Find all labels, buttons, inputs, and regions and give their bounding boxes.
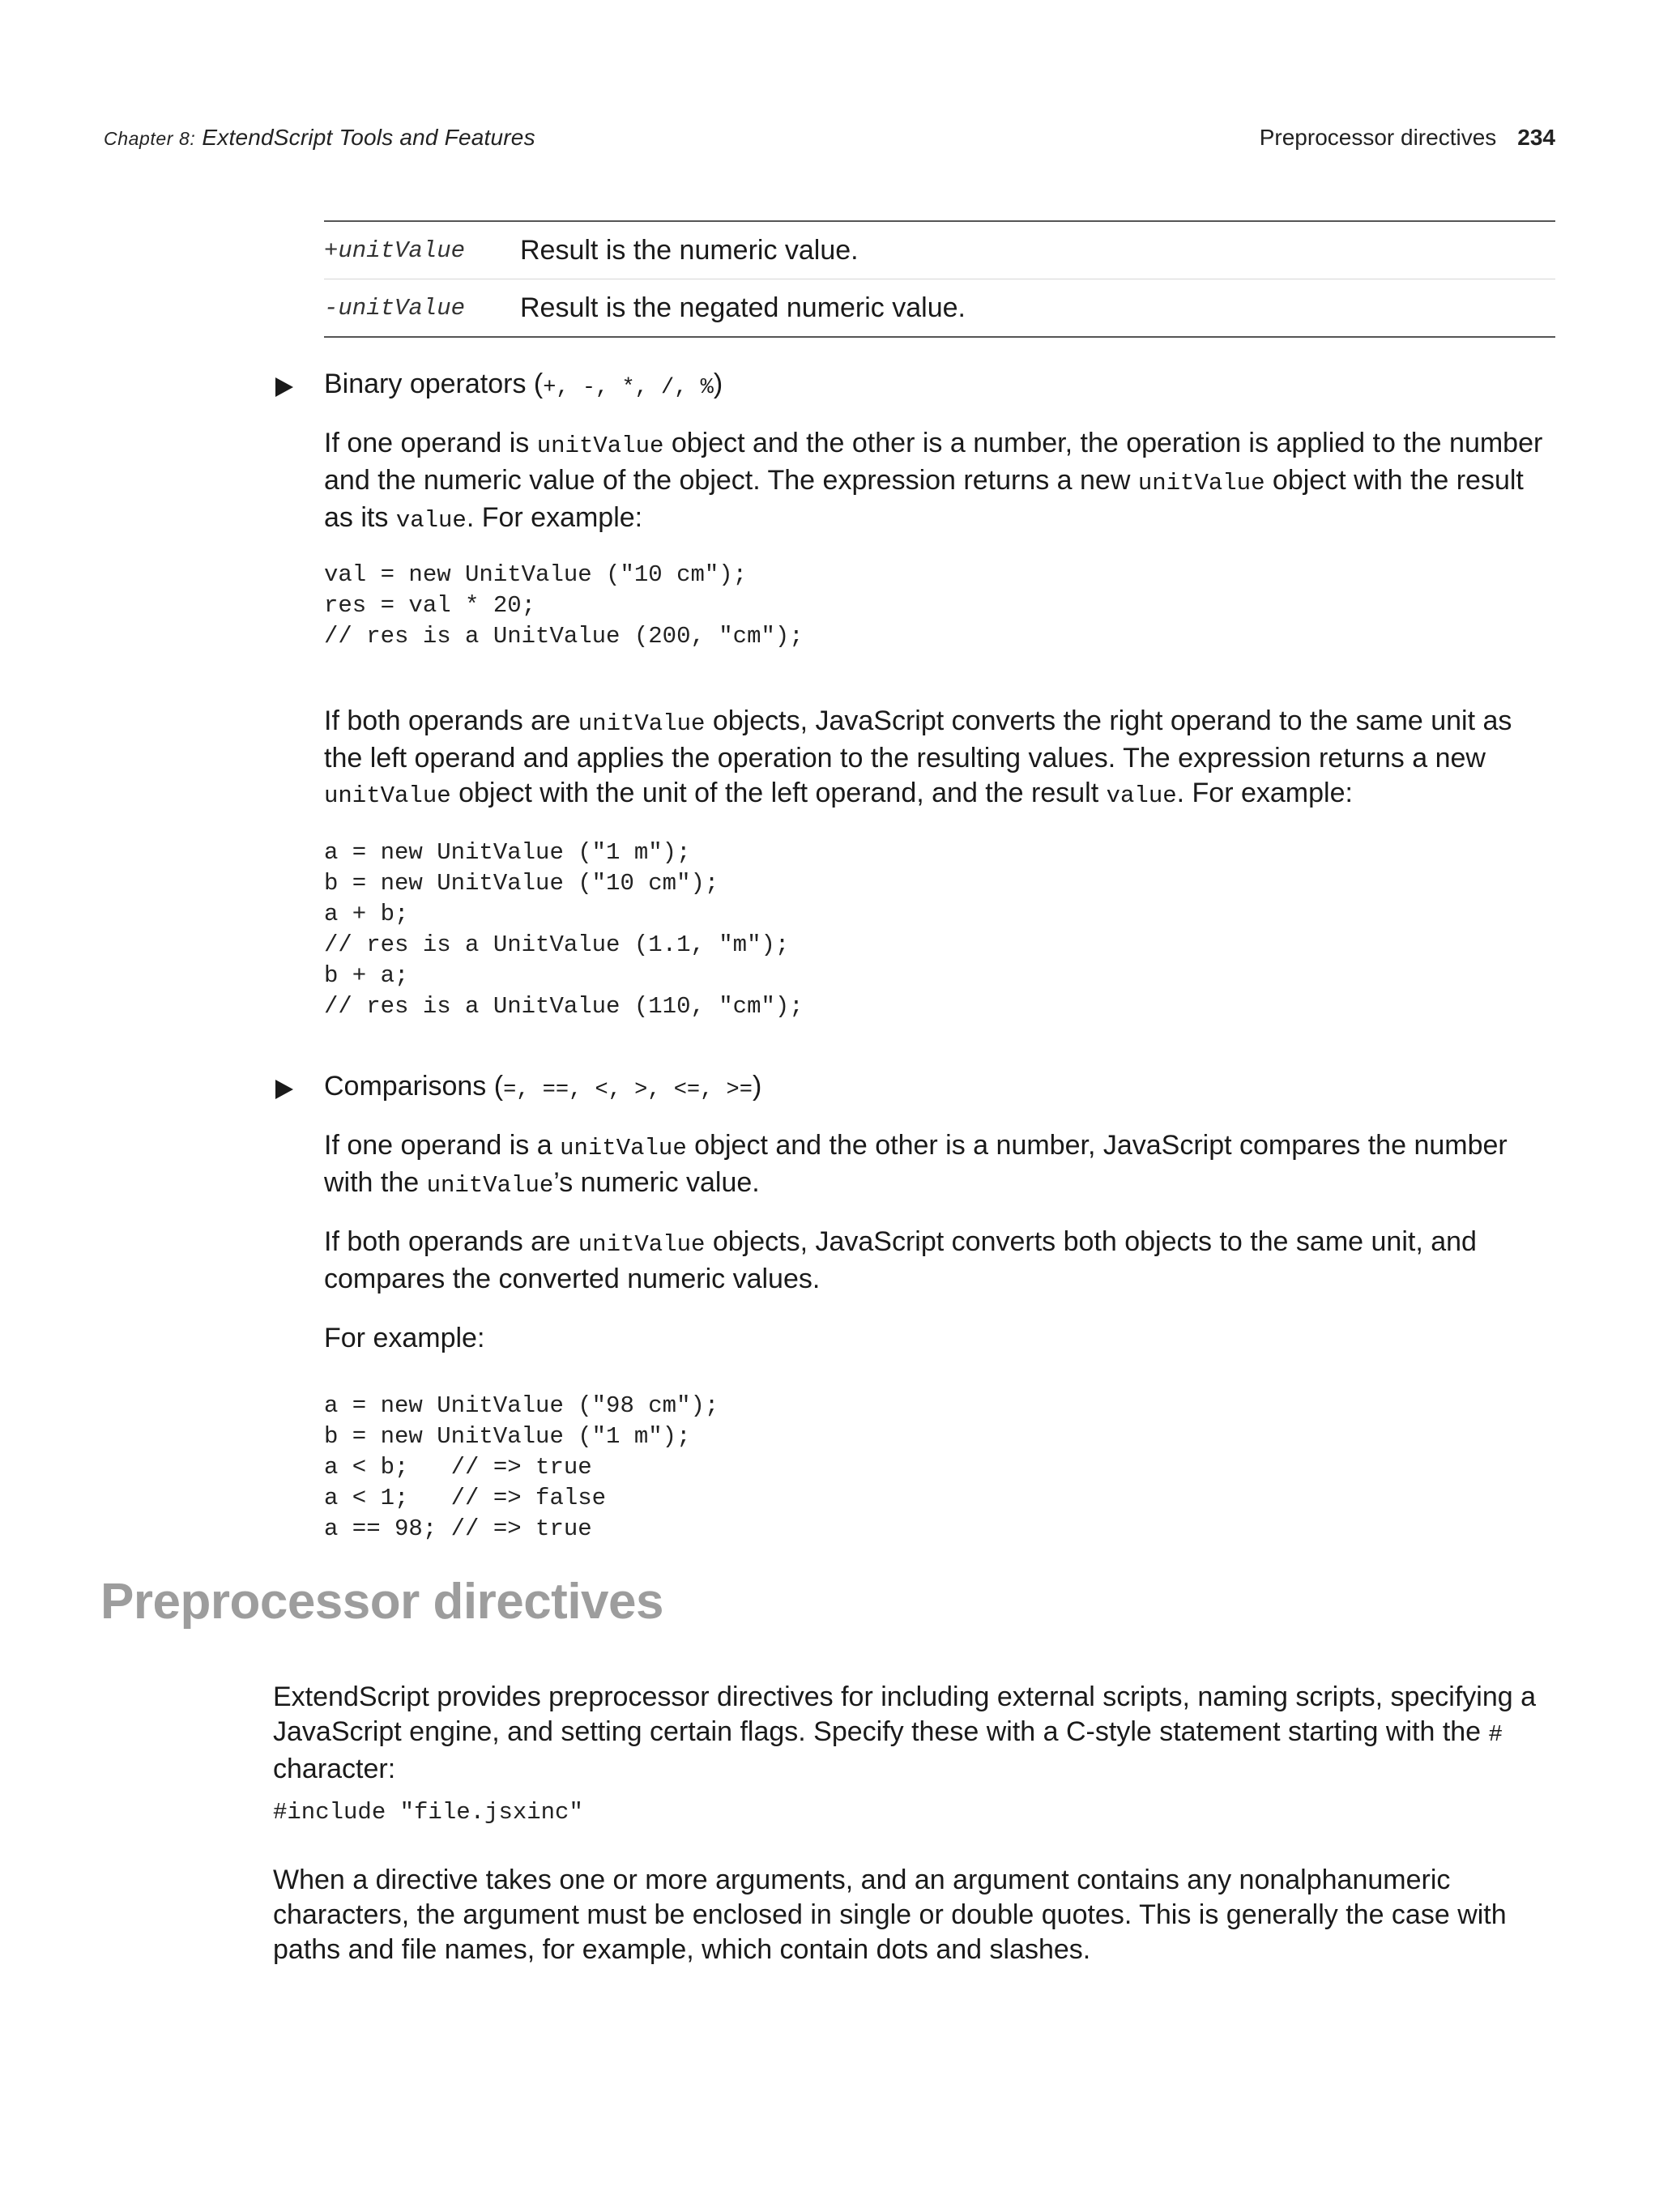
comparisons-paragraph-3: For example: xyxy=(324,1323,485,1353)
text: objects, JavaScript converts both objects to the same unit, and compares the converted numeric values. xyxy=(324,1226,1477,1294)
inline-code: unitValue xyxy=(578,710,706,737)
binary-paragraph-2 xyxy=(324,704,1555,813)
text: ’s numeric value. xyxy=(553,1167,760,1198)
code-example-comparisons: a = new UnitValue ("98 cm"); b = new UnitValue ("1 m"); a < b; // => true a < 1; // => false a == 98; // => true xyxy=(324,1392,719,1542)
text: ExtendScript provides preprocessor directives for including external scripts, naming scripts, specifying a JavaScript engine, and setting certain flags. Specify these with a C-style statement starting with the xyxy=(273,1681,1537,1747)
text: If both operands are xyxy=(324,1226,578,1257)
comparisons-bullet xyxy=(324,1069,761,1108)
inline-code: unitValue xyxy=(578,1231,706,1258)
section-heading: Preprocessor directives xyxy=(100,1574,663,1630)
inline-code: value xyxy=(1106,782,1177,809)
page-header xyxy=(104,125,1555,157)
text: object and the other is a number, the operation is applied to the number and the numeric value of the object. The expression returns a new xyxy=(324,428,1543,496)
section-name: Preprocessor directives xyxy=(1259,125,1497,150)
chapter-title xyxy=(104,125,535,151)
preprocessor-paragraph-1 xyxy=(273,1680,1555,1787)
code-example-include: #include "file.jsxinc" xyxy=(273,1799,583,1826)
operator-cell: +unitValue xyxy=(324,237,466,264)
text: object and the other is a number, JavaScript compares the number with the xyxy=(324,1130,1508,1198)
preprocessor-paragraph-2: When a directive takes one or more arguments, and an argument contains any nonalphanumeric characters, the argument must be enclosed in single or double quotes. This is generally the case with paths and file names, for example, which contain dots and slashes. xyxy=(273,1865,1507,1965)
text: If one operand is a xyxy=(324,1130,561,1161)
text: character: xyxy=(273,1754,396,1784)
operators-list: =, ==, <, >, <=, >= xyxy=(503,1078,753,1102)
text: object with the result as its xyxy=(324,465,1524,533)
header-section xyxy=(1260,125,1555,151)
operator-cell: -unitValue xyxy=(324,279,520,338)
table-row xyxy=(324,221,1555,279)
inline-code: unitValue xyxy=(1137,470,1265,497)
bullet-label: Binary operators ( xyxy=(324,369,544,399)
table-row xyxy=(324,279,1555,338)
text: . For example: xyxy=(1176,778,1353,808)
inline-code: # xyxy=(1488,1721,1503,1748)
bullet-triangle-icon xyxy=(275,1080,293,1099)
code-example-binary-1: val = new UnitValue ("10 cm"); res = val * 20; // res is a UnitValue (200, "cm"); xyxy=(324,561,804,650)
bullet-triangle-icon xyxy=(275,377,293,397)
comparisons-paragraph-1 xyxy=(324,1128,1555,1203)
text: If one operand is xyxy=(324,428,537,458)
page-number: 234 xyxy=(1517,125,1555,150)
chapter-prefix: Chapter 8: xyxy=(104,128,196,149)
comparisons-paragraph-2 xyxy=(324,1225,1555,1297)
bullet-close: ) xyxy=(752,1071,762,1102)
inline-code: unitValue xyxy=(536,433,664,459)
inline-code: unitValue xyxy=(560,1135,687,1161)
unary-operators-table xyxy=(324,220,1555,338)
text: If both operands are xyxy=(324,705,578,736)
text: object with the unit of the left operand, and the result xyxy=(450,778,1107,808)
binary-paragraph-1 xyxy=(324,426,1555,538)
inline-code: unitValue xyxy=(324,782,451,809)
code-example-binary-2: a = new UnitValue ("1 m"); b = new UnitValue ("10 cm"); a + b; // res is a UnitValue (1.1, "m"); b + a; // res is a UnitValue (110, "cm"); xyxy=(324,839,804,1020)
bullet-close: ) xyxy=(713,369,723,399)
text: objects, JavaScript converts the right operand to the same unit as the left operand and applies the operation to the resulting values. The expression returns a new xyxy=(324,705,1512,774)
description-cell: Result is the negated numeric value. xyxy=(520,279,1555,338)
binary-operators-bullet xyxy=(324,367,723,406)
inline-code: unitValue xyxy=(426,1172,554,1199)
description-cell: Result is the numeric value. xyxy=(520,234,859,266)
inline-code: value xyxy=(395,507,467,534)
bullet-label: Comparisons ( xyxy=(324,1071,504,1102)
chapter-name: ExtendScript Tools and Features xyxy=(195,125,535,150)
operators-list: +, -, *, /, % xyxy=(543,376,714,400)
text: . For example: xyxy=(466,502,643,533)
